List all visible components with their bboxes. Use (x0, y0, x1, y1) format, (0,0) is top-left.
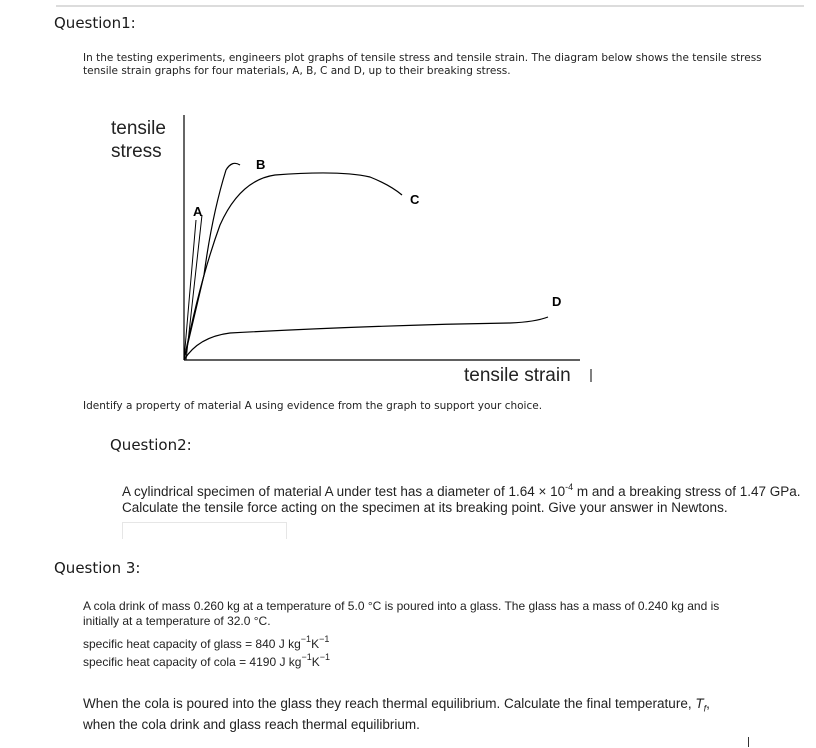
unit-k: K (311, 655, 320, 669)
unit-exp: −1 (301, 652, 312, 662)
top-divider (56, 5, 804, 7)
question1-prompt: Identify a property of material A using evidence from the graph to support your choice. (83, 400, 543, 412)
curve-c (184, 173, 402, 360)
question2-text-part2: m and a breaking stress of 1.47 GPa. Calculate the tensile force acting on the specimen at its breaking point. Give your answer in Newtons. (122, 484, 801, 515)
question2-text-part1: A cylindrical specimen of material A under test has a diameter of 1.64 × 10 (122, 484, 566, 499)
unit-k: K (311, 637, 320, 651)
xlabel: tensile strain (464, 365, 571, 386)
final-subscript: f (703, 703, 707, 714)
question3-title: Question 3: (54, 559, 141, 577)
ylabel-line1: tensile (111, 118, 166, 139)
unit-exp: −1 (319, 652, 331, 662)
final-text-part2: , when the cola drink and glass reach thermal equilibrium. (83, 696, 710, 732)
question1-title: Question1: (54, 14, 136, 32)
stress-strain-graph (100, 105, 620, 390)
spec-heat-glass-text: specific heat capacity of glass = 840 J kg (83, 637, 301, 651)
spec-heat-cola (83, 652, 331, 669)
curve-d (184, 317, 548, 360)
question2-title: Question2: (110, 436, 192, 454)
unit-exp: −1 (300, 634, 312, 644)
final-symbol: T (695, 696, 704, 711)
unit-exp: −1 (319, 634, 330, 644)
answer-box[interactable] (122, 522, 287, 539)
ylabel-line2: stress (111, 141, 162, 162)
spec-heat-glass (83, 634, 330, 651)
question2-text (122, 484, 802, 516)
curve-a (184, 215, 202, 360)
curve-label-d: D (552, 294, 562, 309)
exponent: -4 (565, 482, 574, 492)
text-cursor (748, 737, 749, 747)
spec-heat-cola-text: specific heat capacity of cola = 4190 J kg (83, 655, 302, 669)
question1-text: In the testing experiments, engineers plot graphs of tensile stress and tensile strain. The diagram below shows the tensile stress tensile strain graphs for four materials, A, B, C and D, up to their breaking stress. (83, 52, 762, 77)
question3-final-text (83, 696, 723, 733)
curve-label-c: C (410, 192, 420, 207)
question3-text: A cola drink of mass 0.260 kg at a temperature of 5.0 °C is poured into a glass. The glass has a mass of 0.240 kg and is initially at a temperature of 32.0 °C. (83, 599, 720, 628)
curve-label-b: B (256, 157, 266, 172)
curve-label-a: A (193, 204, 203, 219)
final-text-part1: When the cola is poured into the glass they reach thermal equilibrium. Calculate the final temperature, (83, 696, 696, 711)
